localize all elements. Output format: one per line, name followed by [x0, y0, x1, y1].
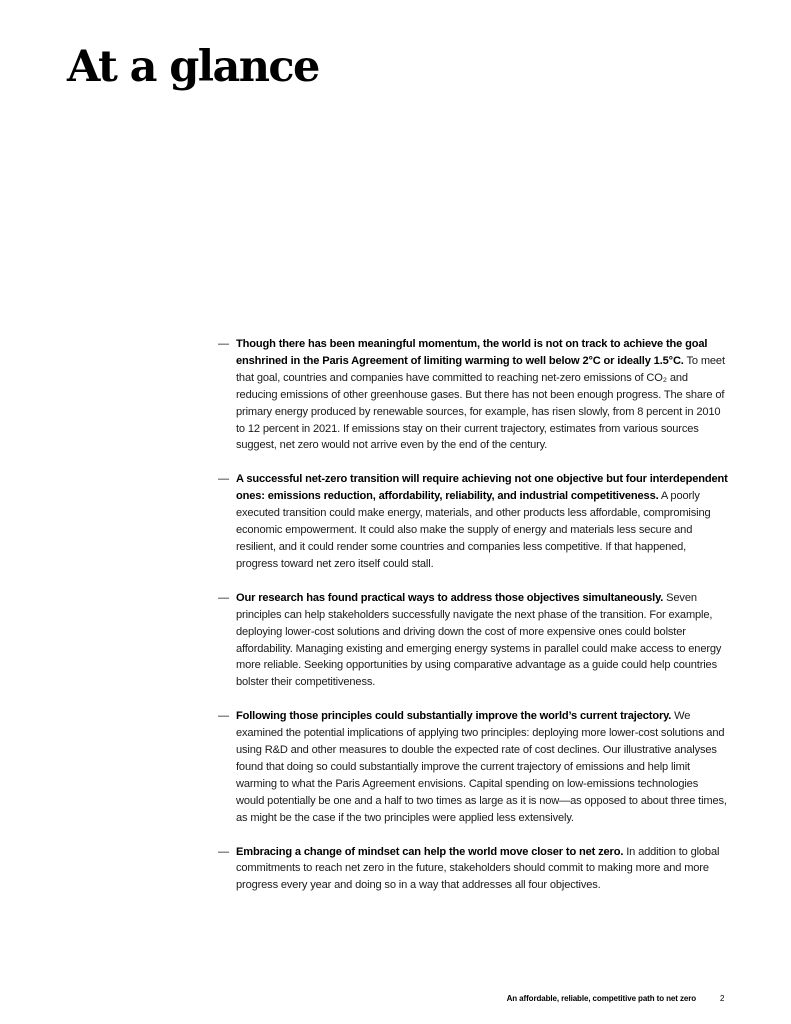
bullet-dash: —	[218, 338, 229, 350]
bullet-lead-text: Our research has found practical ways to address those objectives simultaneously.	[236, 591, 664, 604]
bullet-item-principles	[218, 708, 728, 826]
bullet-dash: —	[218, 591, 229, 604]
summary-bullet-list	[218, 336, 728, 911]
bullet-lead-text: Following those principles could substantially improve the world’s current trajectory.	[236, 710, 672, 723]
bullet-lead-text: Embracing a change of mindset can help the world move closer to net zero.	[236, 845, 624, 858]
bullet-body-text: To meet that goal, countries and companies have committed to reaching net-zero emissions of CO₂ and reducing emissions of other greenhouse gases. But there has not been enough progress. The share of primary energy produced by renewable sources, for example, has risen slowly, from 8 percent in 2010 to 12 percent in 2021. If emissions stay on their current trajectory, estimates from various sources suggest, net zero would not arrive even by the end of the century.	[236, 354, 725, 452]
bullet-dash: —	[218, 473, 229, 486]
bullet-body-text: In addition to global commitments to reach net zero in the future, stakeholders should commit to making more and more progress every year and doing so in a way that addresses all four objectives.	[236, 845, 720, 892]
bullet-item-research	[218, 590, 728, 691]
page-title: At a glance	[67, 42, 319, 92]
bullet-item-objectives	[218, 471, 728, 572]
footer-document-title: An affordable, reliable, competitive path to net zero	[506, 994, 696, 1003]
bullet-body-text: We examined the potential implications of applying two principles: deploying more lower-cost solutions and using R&D and other measures to double the expected rate of cost declines. Our illustrative analyses found that doing so could substantially improve the current trajectory of emissions and help limit warming to what the Paris Agreement envisions. Capital spending on low-emissions technologies would potentially be one and a half to two times as large as it is now—as opposed to about three times, as might be the case if the two principles were applied less extensively.	[236, 710, 727, 824]
bullet-dash: —	[218, 710, 229, 723]
bullet-body-text: A poorly executed transition could make energy, materials, and other products less affordable, compromising economic empowerment. It could also make the supply of energy and materials less secure and resilient, and it could render some countries and companies less competitive. If that happened, progress toward net zero itself could stall.	[236, 490, 711, 570]
bullet-body-text: Seven principles can help stakeholders successfully navigate the next phase of the transition. For example, deploying lower-cost solutions and driving down the cost of more expensive ones could bolster affordability. Managing existing and emerging energy systems in parallel could make access to energy more reliable. Seeking opportunities by using comparative advantage as a guide could help countries bolster their competitiveness.	[236, 591, 722, 689]
page-number: 2	[720, 994, 725, 1003]
bullet-lead-text: Though there has been meaningful momentum, the world is not on track to achieve the goal enshrined in the Paris Agreement of limiting warming to well below 2°C or ideally 1.5°C.	[236, 338, 708, 367]
bullet-item-momentum	[218, 336, 728, 454]
bullet-lead-text: A successful net-zero transition will require achieving not one objective but four interdependent ones: emissions reduction, affordability, reliability, and industrial competitiveness.	[236, 473, 728, 503]
bullet-dash: —	[218, 845, 229, 858]
bullet-item-mindset	[218, 844, 728, 895]
